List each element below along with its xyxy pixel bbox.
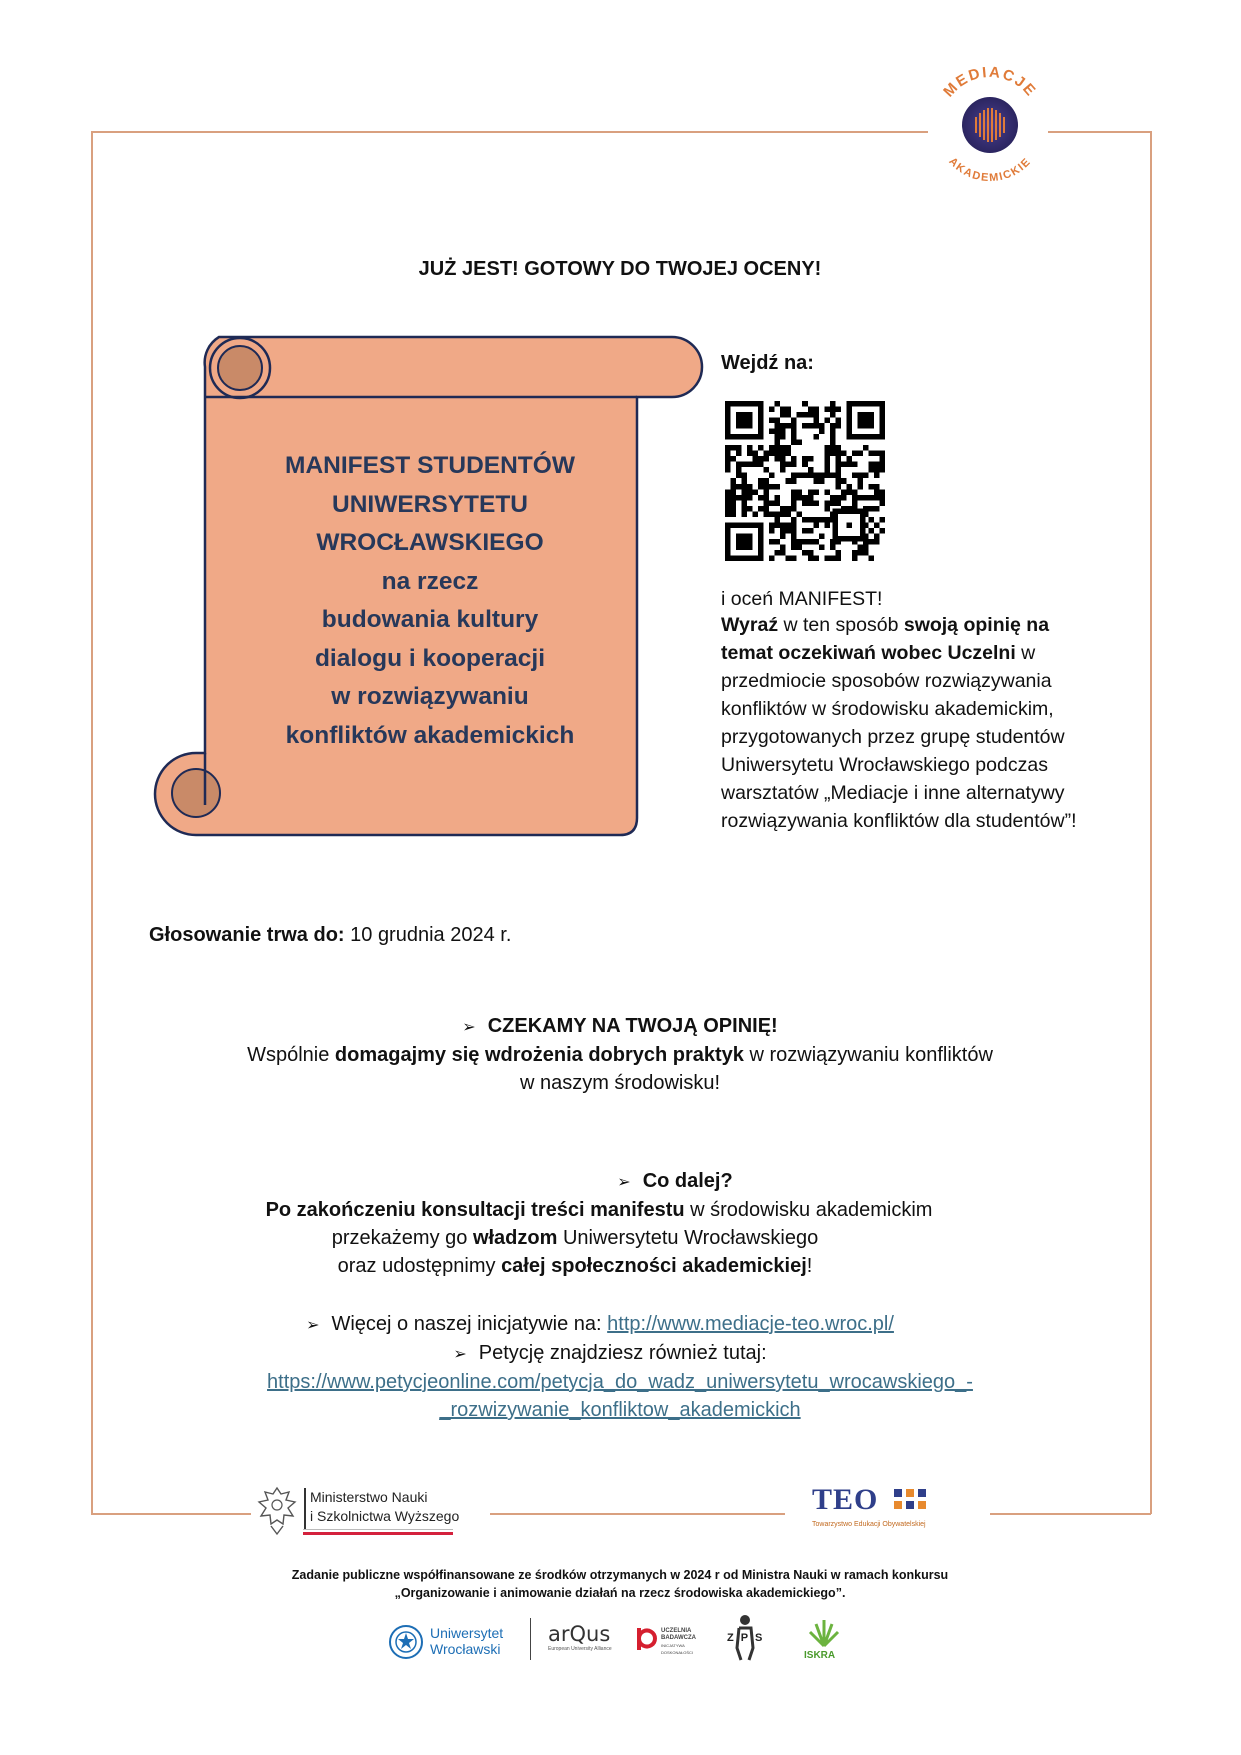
funding-line2: „Organizowanie i animowanie działań na rzecz środowiska akademickiego”. <box>394 1586 846 1600</box>
opinion-line2: w naszym środowisku! <box>519 1072 721 1094</box>
opinion-heading: CZEKAMY NA TWOJĄ OPINIĘ! <box>487 1015 778 1037</box>
uwr-crest-icon <box>388 1624 424 1660</box>
frame-top-line <box>91 131 928 133</box>
uwr-line2: Wrocławski <box>430 1641 501 1657</box>
express-paragraph <box>721 611 1091 835</box>
opinion-post: w rozwiązywaniu konfliktów <box>743 1044 993 1066</box>
scroll-line: w rozwiązywaniu <box>331 683 529 710</box>
arqus-text: arQus <box>548 1622 611 1646</box>
frame-left-line <box>91 131 93 1514</box>
rate-text: i oceń MANIFEST! <box>721 588 883 610</box>
zps-text: ZPS <box>727 1632 770 1644</box>
ministry-line2: i Szkolnictwa Wyższego <box>310 1508 460 1524</box>
next-l1-rest: w środowisku akademickim <box>684 1199 933 1221</box>
voting-date: 10 grudnia 2024 r. <box>344 924 512 946</box>
eagle-emblem-icon <box>255 1484 299 1536</box>
zps-logo <box>725 1614 770 1670</box>
scroll-line: UNIWERSYTETU <box>332 490 528 518</box>
teo-text: TEO <box>812 1483 879 1516</box>
voting-label: Głosowanie trwa do: <box>149 924 345 946</box>
arrow-bullet-icon: ➢ <box>306 1315 320 1334</box>
frame-top-line-right <box>1048 131 1151 133</box>
express-bold-2: swoją opinię na temat oczekiwań wobec Uczelni <box>721 614 1050 664</box>
frame-bottom-line-right <box>990 1513 1151 1515</box>
badge-bottom-text: AKADEMICKIE <box>946 155 1034 185</box>
website-link[interactable]: http://www.mediacje-teo.wroc.pl/ <box>607 1313 894 1335</box>
express-text-1: w ten sposób <box>778 614 904 636</box>
section-links <box>150 1310 1090 1424</box>
arrow-bullet-icon: ➢ <box>453 1344 467 1363</box>
svg-text:AKADEMICKIE <box>946 155 1033 184</box>
iskra-spark-icon <box>806 1618 842 1648</box>
teo-subtitle: Towarzystwo Edukacji Obywatelskiej <box>812 1521 926 1528</box>
next-l1-bold: Po zakończeniu konsultacji treści manifestu <box>265 1199 685 1221</box>
section-next <box>150 1167 1090 1280</box>
teo-squares-icon <box>894 1489 934 1515</box>
opinion-bold: domagajmy się wdrożenia dobrych praktyk <box>334 1044 744 1066</box>
arrow-bullet-icon: ➢ <box>462 1017 476 1036</box>
next-l3-pre: oraz udostępnimy <box>337 1255 502 1277</box>
more-label: Więcej o naszej inicjatywie na: <box>331 1313 608 1335</box>
frame-bottom-line-mid <box>490 1513 785 1515</box>
scroll-line: MANIFEST STUDENTÓW <box>285 452 575 479</box>
uwr-line1: Uniwersytet <box>430 1625 504 1641</box>
headline: JUŻ JEST! GOTOWY DO TWOJEJ OCENY! <box>418 258 822 280</box>
next-l2-bold: władzom <box>472 1227 558 1249</box>
express-bold: Wyraź <box>721 614 779 636</box>
scroll-line: konfliktów akademickich <box>285 721 575 749</box>
iskra-text: ISKRA <box>804 1650 836 1661</box>
scroll-title <box>215 447 645 755</box>
teo-logo <box>806 1481 966 1537</box>
next-l2-post: Uniwersytetu Wrocławskiego <box>557 1227 819 1249</box>
iskra-logo <box>800 1618 850 1666</box>
next-l3-post: ! <box>806 1255 813 1277</box>
frame-right-line <box>1150 131 1152 1514</box>
opinion-pre: Wspólnie <box>247 1044 335 1066</box>
enter-label: Wejdź na: <box>721 352 814 374</box>
svg-text:MEDIACJE <box>940 64 1040 101</box>
mediacje-akademickie-badge <box>920 55 1060 195</box>
funding-line1: Zadanie publiczne współfinansowane ze środków otrzymanych w 2024 r od Ministra Nauki w ramach konkursu <box>291 1568 949 1582</box>
partner-logos <box>380 1612 850 1672</box>
ministry-logo <box>255 1482 465 1540</box>
section-opinion <box>150 1012 1090 1097</box>
next-l2-pre: przekażemy go <box>331 1227 473 1249</box>
voting-deadline <box>149 921 511 949</box>
frame-bottom-line-left <box>91 1513 251 1515</box>
next-l3-bold: całej społeczności akademickiej <box>501 1255 807 1277</box>
petition-link-part1[interactable]: https://www.petycjeonline.com/petycja_do_wadz_uniwersytetu_wrocawskiego_- <box>267 1371 973 1393</box>
petition-label: Petycję znajdziesz również tutaj: <box>478 1342 767 1364</box>
arqus-sub: European University Alliance <box>548 1646 612 1652</box>
funding-note <box>150 1566 1090 1602</box>
uczelnia-2: BADAWCZA <box>661 1635 696 1641</box>
scroll-line: na rzecz <box>381 567 479 595</box>
uczelnia-3: INICJATYWA DOSKONAŁOŚCI <box>661 1643 694 1655</box>
badge-top-text: MEDIACJE <box>940 63 1040 101</box>
arrow-bullet-icon: ➢ <box>617 1172 631 1191</box>
uwr-logo <box>388 1622 528 1662</box>
next-heading: Co dalej? <box>642 1170 733 1192</box>
scroll-line: budowania kultury <box>321 606 539 633</box>
scroll-line: dialogu i kooperacji <box>314 644 546 672</box>
petition-link-part2[interactable]: _rozwizywanie_konfliktow_akademickich <box>439 1399 801 1421</box>
qr-code[interactable] <box>725 401 885 561</box>
express-text-2: w przedmiocie sposobów rozwiązywania konfliktów w środowisku akademickim, przygotowanych przez grupę studentów Uniwersytetu Wrocławskiego podczas warsztatów „Mediacje i inne alternatywy rozwiązywania konfliktów dla studentów”! <box>721 642 1077 832</box>
uczelnia-1: UCZELNIA <box>661 1628 692 1634</box>
uczelnia-badawcza-logo <box>635 1622 705 1662</box>
arqus-logo <box>548 1622 628 1662</box>
ministry-line1: Ministerstwo Nauki <box>310 1489 428 1505</box>
scroll-line: WROCŁAWSKIEGO <box>316 529 544 556</box>
idub-mark-icon <box>635 1624 659 1654</box>
